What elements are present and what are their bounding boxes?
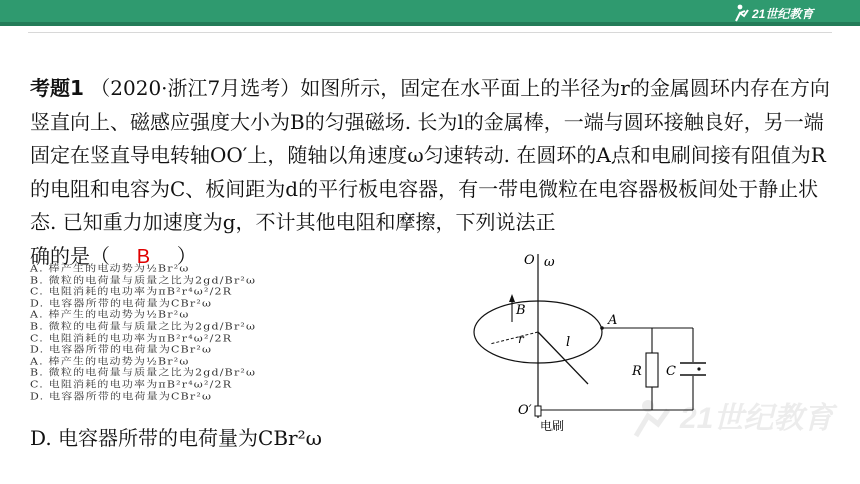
answer-value: B: [136, 246, 151, 268]
label-r: r: [518, 332, 524, 346]
option-line: D. 电容器所带的电荷量为CBr²ω: [30, 344, 213, 356]
final-option: D. 电容器所带的电荷量为CBr²ω: [30, 426, 322, 450]
option-line: A. 棒产生的电动势为½Br²ω: [30, 263, 190, 275]
problem-text: （2020·浙江7月选考）如图所示，固定在水平面上的半径为r的金属圆环内存在方向竖直向上、磁感应强度大小为B的匀强磁场. 长为l的金属棒，一端与圆环接触良好，另一端固定在竖直导电转轴OO′上，随轴以角速度ω匀速转动. 在圆环的A点和电刷间接有阻值为R的电阻和电容为C、板间距为d的平行板电容器，有一带电微粒在电容器极板间处于静止状态. 已知重力加速度为g，不计其他电阻和摩擦，下列说法正: [30, 76, 830, 234]
label-b: B: [516, 303, 526, 318]
option-line: B. 微粒的电荷量与质量之比为2gd/Br²ω: [30, 274, 257, 286]
option-line: C. 电阻消耗的电功率为πB²r⁴ω²/2R: [30, 332, 233, 344]
header-stripe: [0, 22, 860, 26]
label-o: O: [524, 253, 535, 268]
header-rule: [28, 32, 832, 33]
label-resistor: R: [632, 364, 642, 379]
brand-logo: [734, 3, 826, 23]
option-line: C. 电阻消耗的电功率为πB²r⁴ω²/2R: [30, 286, 233, 298]
option-line: C. 电阻消耗的电功率为πB²r⁴ω²/2R: [30, 379, 233, 391]
option-line: D. 电容器所带的电荷量为CBr²ω: [30, 390, 213, 402]
label-omega: ω: [544, 255, 555, 270]
label-brush: 电刷: [540, 419, 565, 433]
runner-logo-icon: [734, 3, 826, 23]
option-line: B. 微粒的电荷量与质量之比为2gd/Br²ω: [30, 321, 257, 333]
label-o-prime: O′: [518, 403, 532, 418]
problem-statement: [30, 72, 835, 240]
option-line: A. 棒产生的电动势为½Br²ω: [30, 355, 190, 368]
answer-prefix: 确的是（: [30, 244, 110, 268]
option-line: D. 电容器所带的电荷量为CBr²ω: [30, 297, 213, 310]
label-l: l: [566, 335, 571, 350]
answer-suffix: ）: [176, 244, 197, 268]
label-a: A: [608, 313, 618, 328]
watermark-text: 21世纪教育: [680, 402, 834, 435]
option-line: A. 棒产生的电动势为½Br²ω: [30, 309, 190, 321]
header-bar: [0, 0, 860, 26]
label-capacitor: C: [666, 364, 676, 379]
option-list: [30, 264, 370, 403]
problem-lead: 考题1: [30, 76, 84, 100]
circuit-figure: [470, 248, 730, 460]
option-line: B. 微粒的电荷量与质量之比为2gd/Br²ω: [30, 367, 257, 379]
logo-text: 21世纪教育: [752, 7, 814, 21]
